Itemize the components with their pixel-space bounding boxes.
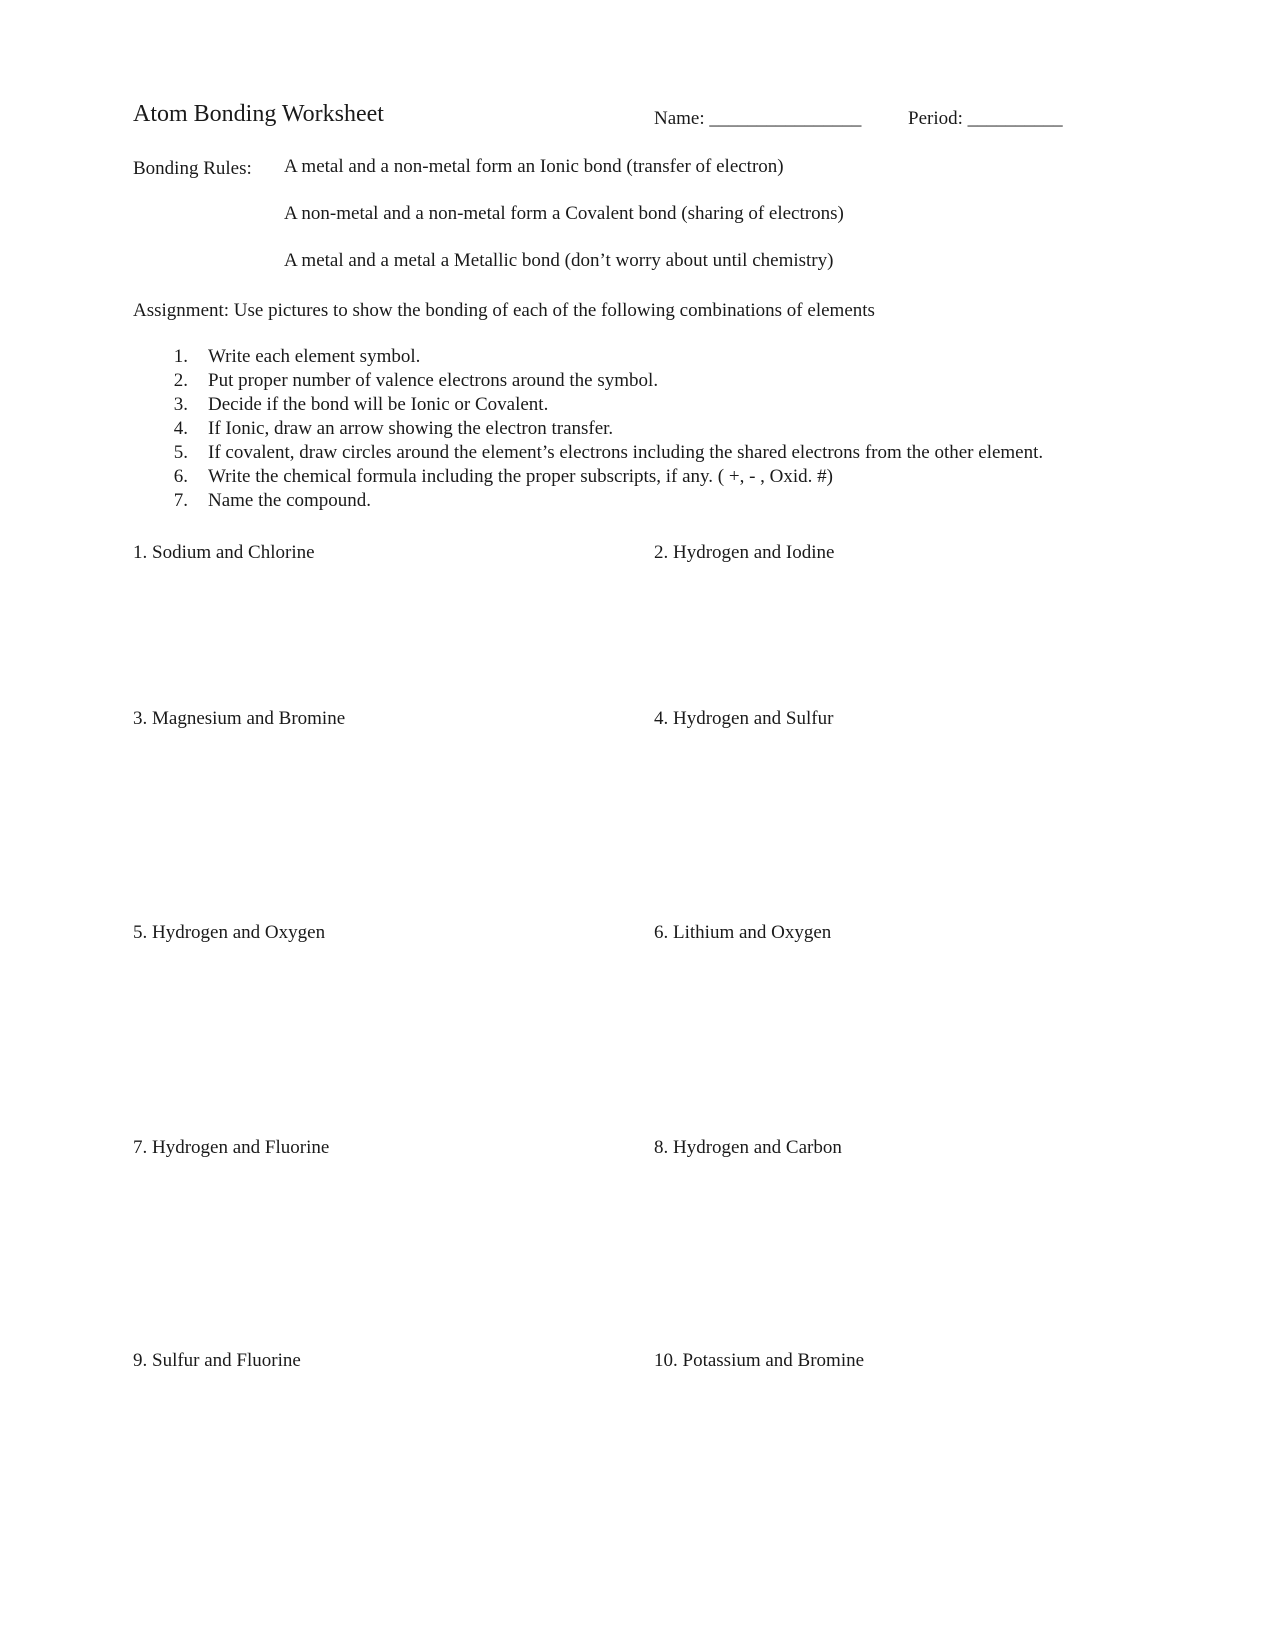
problem-8: 8. Hydrogen and Carbon: [654, 1137, 842, 1158]
problem-10: 10. Potassium and Bromine: [654, 1350, 865, 1371]
name-field[interactable]: Name: ________________: [654, 108, 862, 129]
step-text: Write each element symbol.: [208, 346, 421, 367]
page-title: Atom Bonding Worksheet: [133, 101, 384, 127]
step-number: 1.: [173, 346, 188, 367]
rule-covalent: A non-metal and a non-metal form a Covalent bond (sharing of electrons): [284, 203, 844, 224]
problem-1: 1. Sodium and Chlorine: [133, 542, 315, 563]
step-text: Put proper number of valence electrons around the symbol.: [208, 370, 659, 391]
problem-6: 6. Lithium and Oxygen: [654, 922, 832, 943]
step-text: Decide if the bond will be Ionic or Covalent.: [208, 394, 549, 415]
problem-7: 7. Hydrogen and Fluorine: [133, 1137, 330, 1158]
assignment-text: Assignment: Use pictures to show the bonding of each of the following combinations of elements: [133, 300, 875, 321]
step-number: 5.: [173, 442, 188, 463]
step-text: If covalent, draw circles around the element’s electrons including the shared electrons from the other element.: [208, 442, 1044, 463]
problem-9: 9. Sulfur and Fluorine: [133, 1350, 301, 1371]
step-number: 7.: [173, 490, 188, 511]
step-number: 6.: [173, 466, 188, 487]
rule-ionic: A metal and a non-metal form an Ionic bond (transfer of electron): [284, 156, 784, 177]
period-field[interactable]: Period: __________: [908, 108, 1063, 129]
step-number: 2.: [173, 370, 188, 391]
problem-2: 2. Hydrogen and Iodine: [654, 542, 835, 563]
problem-4: 4. Hydrogen and Sulfur: [654, 708, 834, 729]
bonding-rules-label: Bonding Rules:: [133, 158, 252, 179]
step-text: If Ionic, draw an arrow showing the electron transfer.: [208, 418, 614, 439]
problem-3: 3. Magnesium and Bromine: [133, 708, 346, 729]
step-number: 3.: [173, 394, 188, 415]
problem-5: 5. Hydrogen and Oxygen: [133, 922, 326, 943]
step-number: 4.: [173, 418, 188, 439]
step-text: Name the compound.: [208, 490, 372, 511]
step-text: Write the chemical formula including the proper subscripts, if any. ( +, - , Oxid. #): [208, 466, 833, 487]
rule-metallic: A metal and a metal a Metallic bond (don’t worry about until chemistry): [284, 250, 834, 271]
